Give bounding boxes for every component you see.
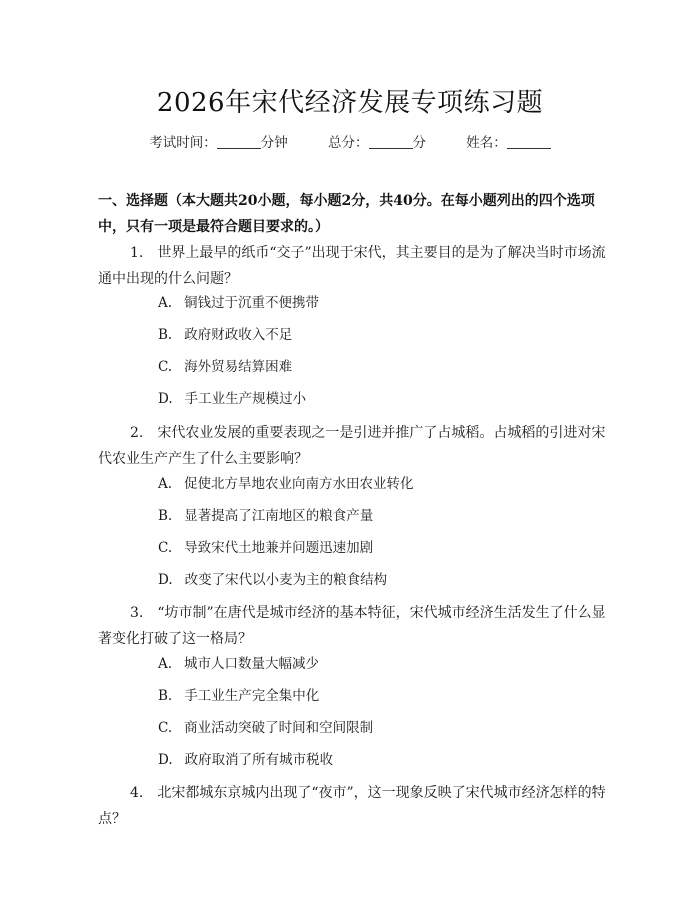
option-3d[interactable] — [158, 749, 333, 771]
option-text: 显著提高了江南地区的粮食产量 — [184, 508, 374, 524]
option-text: 改变了宋代以小麦为主的粮食结构 — [184, 572, 388, 588]
question-text: 宋代农业发展的重要表现之一是引进并推广了占城稻。占城稻的引进对宋代农业生产产生了什么主要影响？ — [98, 425, 606, 467]
option-2d[interactable] — [158, 569, 387, 591]
question-text: 北宋都城东京城内出现了“夜市”，这一现象反映了宋代城市经济怎样的特点？ — [98, 785, 606, 827]
option-2c[interactable] — [158, 537, 373, 559]
question-4 — [98, 780, 608, 832]
question-number: 3. — [130, 605, 144, 621]
option-text: 政府取消了所有城市税收 — [184, 752, 334, 768]
question-3 — [98, 600, 608, 652]
option-text: 铜钱过于沉重不便携带 — [184, 295, 320, 311]
question-number: 4. — [130, 785, 144, 801]
exam-title: 2026年宋代经济发展专项练习题 — [156, 88, 544, 118]
score-label: 总分： — [328, 135, 369, 151]
option-letter: D. — [158, 391, 173, 407]
question-1 — [98, 240, 608, 292]
option-letter: D. — [158, 572, 173, 588]
option-1d[interactable] — [158, 388, 306, 410]
question-2 — [98, 420, 608, 472]
time-field — [149, 135, 288, 151]
option-letter: B. — [158, 508, 173, 524]
option-text: 导致宋代土地兼并问题迅速加剧 — [184, 540, 374, 556]
option-text: 海外贸易结算困难 — [184, 359, 293, 375]
option-letter: A. — [158, 656, 173, 672]
section-heading: 一、选择题（本大题共20小题，每小题2分，共40分。在每小题列出的四个选项中，只有一项是最符合题目要求的。） — [98, 193, 595, 235]
option-letter: A. — [158, 476, 173, 492]
question-number: 2. — [130, 425, 144, 441]
time-label: 考试时间： — [149, 135, 217, 151]
option-3a[interactable] — [158, 653, 319, 675]
option-letter: D. — [158, 752, 173, 768]
option-letter: C. — [158, 359, 173, 375]
option-2a[interactable] — [158, 473, 414, 495]
name-field — [466, 135, 551, 151]
score-blank[interactable] — [369, 136, 413, 149]
question-number: 1. — [130, 245, 144, 261]
time-unit: 分钟 — [260, 135, 288, 151]
time-blank[interactable] — [217, 136, 261, 149]
option-1a[interactable] — [158, 292, 319, 314]
option-text: 手工业生产规模过小 — [184, 391, 307, 407]
question-text: 世界上最早的纸币“交子”出现于宋代，其主要目的是为了解决当时市场流通中出现的什么问题？ — [98, 245, 606, 287]
score-field — [328, 135, 426, 151]
name-label: 姓名： — [466, 135, 507, 151]
option-3b[interactable] — [158, 685, 319, 707]
option-letter: A. — [158, 295, 173, 311]
option-text: 政府财政收入不足 — [184, 327, 293, 343]
option-1c[interactable] — [158, 356, 292, 378]
option-text: 商业活动突破了时间和空间限制 — [184, 720, 374, 736]
option-1b[interactable] — [158, 324, 292, 346]
option-letter: C. — [158, 720, 173, 736]
name-blank[interactable] — [507, 136, 551, 149]
option-2b[interactable] — [158, 505, 373, 527]
exam-meta — [0, 131, 700, 151]
score-unit: 分 — [412, 135, 426, 151]
option-text: 城市人口数量大幅减少 — [184, 656, 320, 672]
option-text: 手工业生产完全集中化 — [184, 688, 320, 704]
option-letter: B. — [158, 688, 173, 704]
question-text: “坊市制”在唐代是城市经济的基本特征，宋代城市经济生活发生了什么显著变化打破了这一格局？ — [98, 605, 606, 647]
option-3c[interactable] — [158, 717, 373, 739]
option-letter: B. — [158, 327, 173, 343]
option-letter: C. — [158, 540, 173, 556]
option-text: 促使北方旱地农业向南方水田农业转化 — [184, 476, 414, 492]
